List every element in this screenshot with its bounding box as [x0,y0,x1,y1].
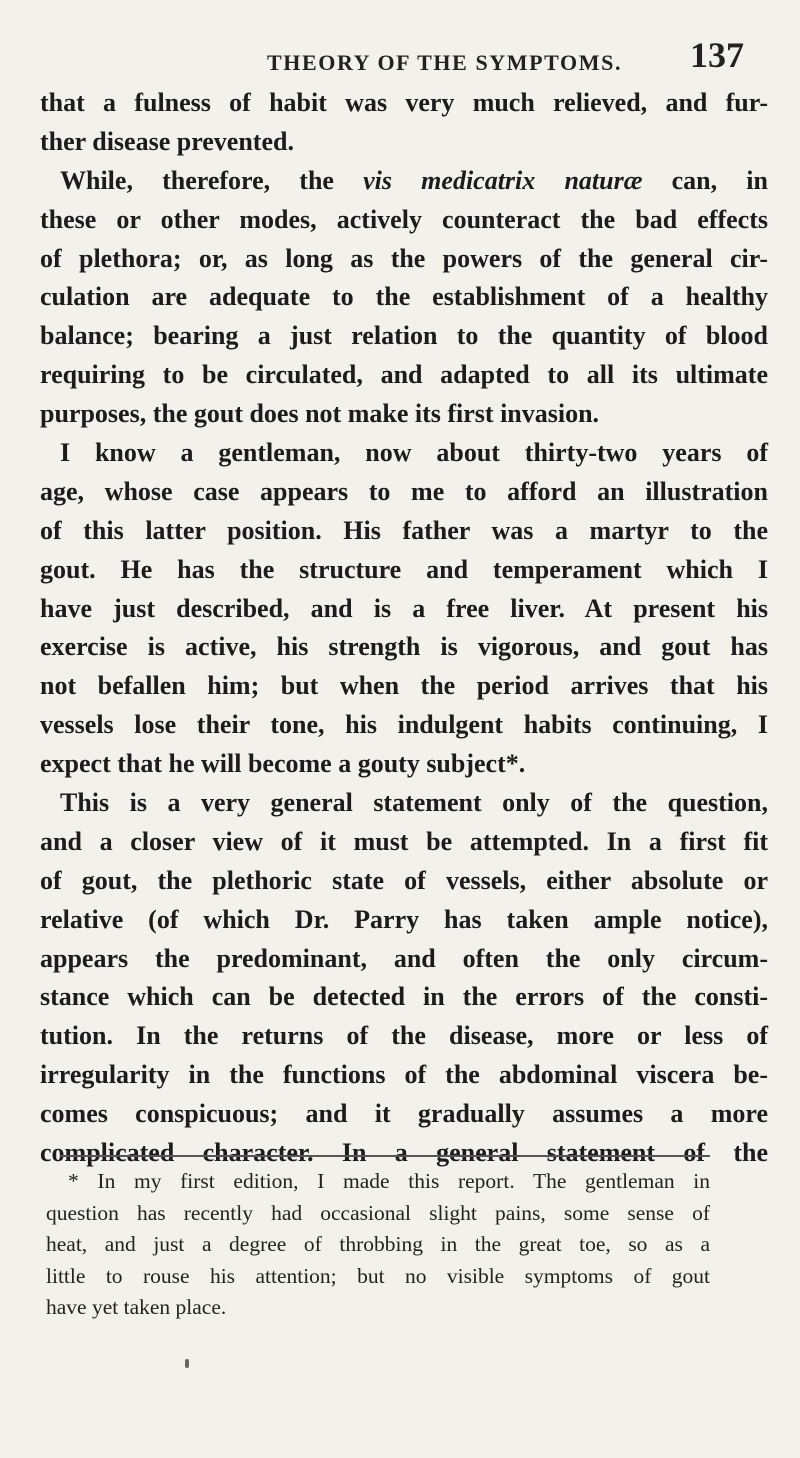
footnote-line: question has recently had occasional slight pains, some sense of [46,1200,710,1225]
italic-latin-phrase: vis medicatrix naturæ [363,165,643,195]
text-line: vessels lose their tone, his indulgent habits continuing, I [40,710,768,740]
running-title: THEORY OF THE SYMPTOMS. [267,50,623,75]
page-header [40,14,768,74]
footnote-line: have yet taken place. [46,1295,227,1320]
text-line: irregularity in the functions of the abdominal viscera be- [40,1060,768,1090]
text-line: these or other modes, actively counteract the bad effects [40,204,768,234]
body-text [40,84,768,1173]
text-line: expect that he will become a gouty subject*. [40,749,526,779]
text-line: of gout, the plethoric state of vessels, either absolute or [40,865,768,895]
footnote-line: little to rouse his attention; but no visible symptoms of gout [46,1263,710,1288]
text-line: balance; bearing a just relation to the quantity of blood [40,321,768,351]
text-line: comes conspicuous; and it gradually assumes a more [40,1099,768,1129]
text-line: relative (of which Dr. Parry has taken ample notice), [40,904,768,934]
text-line: exercise is active, his strength is vigorous, and gout has [40,632,768,662]
text-line: have just described, and is a free liver. At present his [40,593,768,623]
text-line: age, whose case appears to me to afford an illustration [40,476,768,506]
page-number: 137 [690,35,744,75]
text-line: not befallen him; but when the period arrives that his [40,671,768,701]
ink-speck [185,1359,189,1368]
text-line: requiring to be circulated, and adapted to all its ultimate [40,360,768,390]
book-page [40,14,768,1173]
text-span: can, in [642,165,768,195]
text-line: gout. He has the structure and temperament which I [40,554,768,584]
text-line: appears the predominant, and often the only circum- [40,943,768,973]
footnote [46,1166,710,1324]
text-line: purposes, the gout does not make its first invasion. [40,399,600,429]
footnote-divider [60,1155,710,1157]
text-line: that a fulness of habit was very much relieved, and fur- [40,88,768,117]
text-line: I know a gentleman, now about thirty-two years of [60,438,768,468]
text-line: tution. In the returns of the disease, more or less of [40,1021,768,1051]
footnote-line: * In my first edition, I made this report. The gentleman in [68,1169,710,1193]
text-line: of plethora; or, as long as the powers of the general cir- [40,243,768,273]
text-line: ther disease prevented. [40,126,294,156]
text-line: This is a very general statement only of the question, [60,788,768,818]
footnote-line: heat, and just a degree of throbbing in the great toe, so as a [46,1232,710,1257]
text-line: stance which can be detected in the errors of the consti- [40,982,768,1012]
text-line: culation are adequate to the establishment of a healthy [40,282,768,312]
text-span: While, therefore, the [60,165,364,195]
text-line-with-italic [40,162,768,201]
text-line: complicated character. In a general statement of the [40,1138,768,1168]
text-line: of this latter position. His father was a martyr to the [40,515,768,545]
text-line: and a closer view of it must be attempted. In a first fit [40,826,768,856]
